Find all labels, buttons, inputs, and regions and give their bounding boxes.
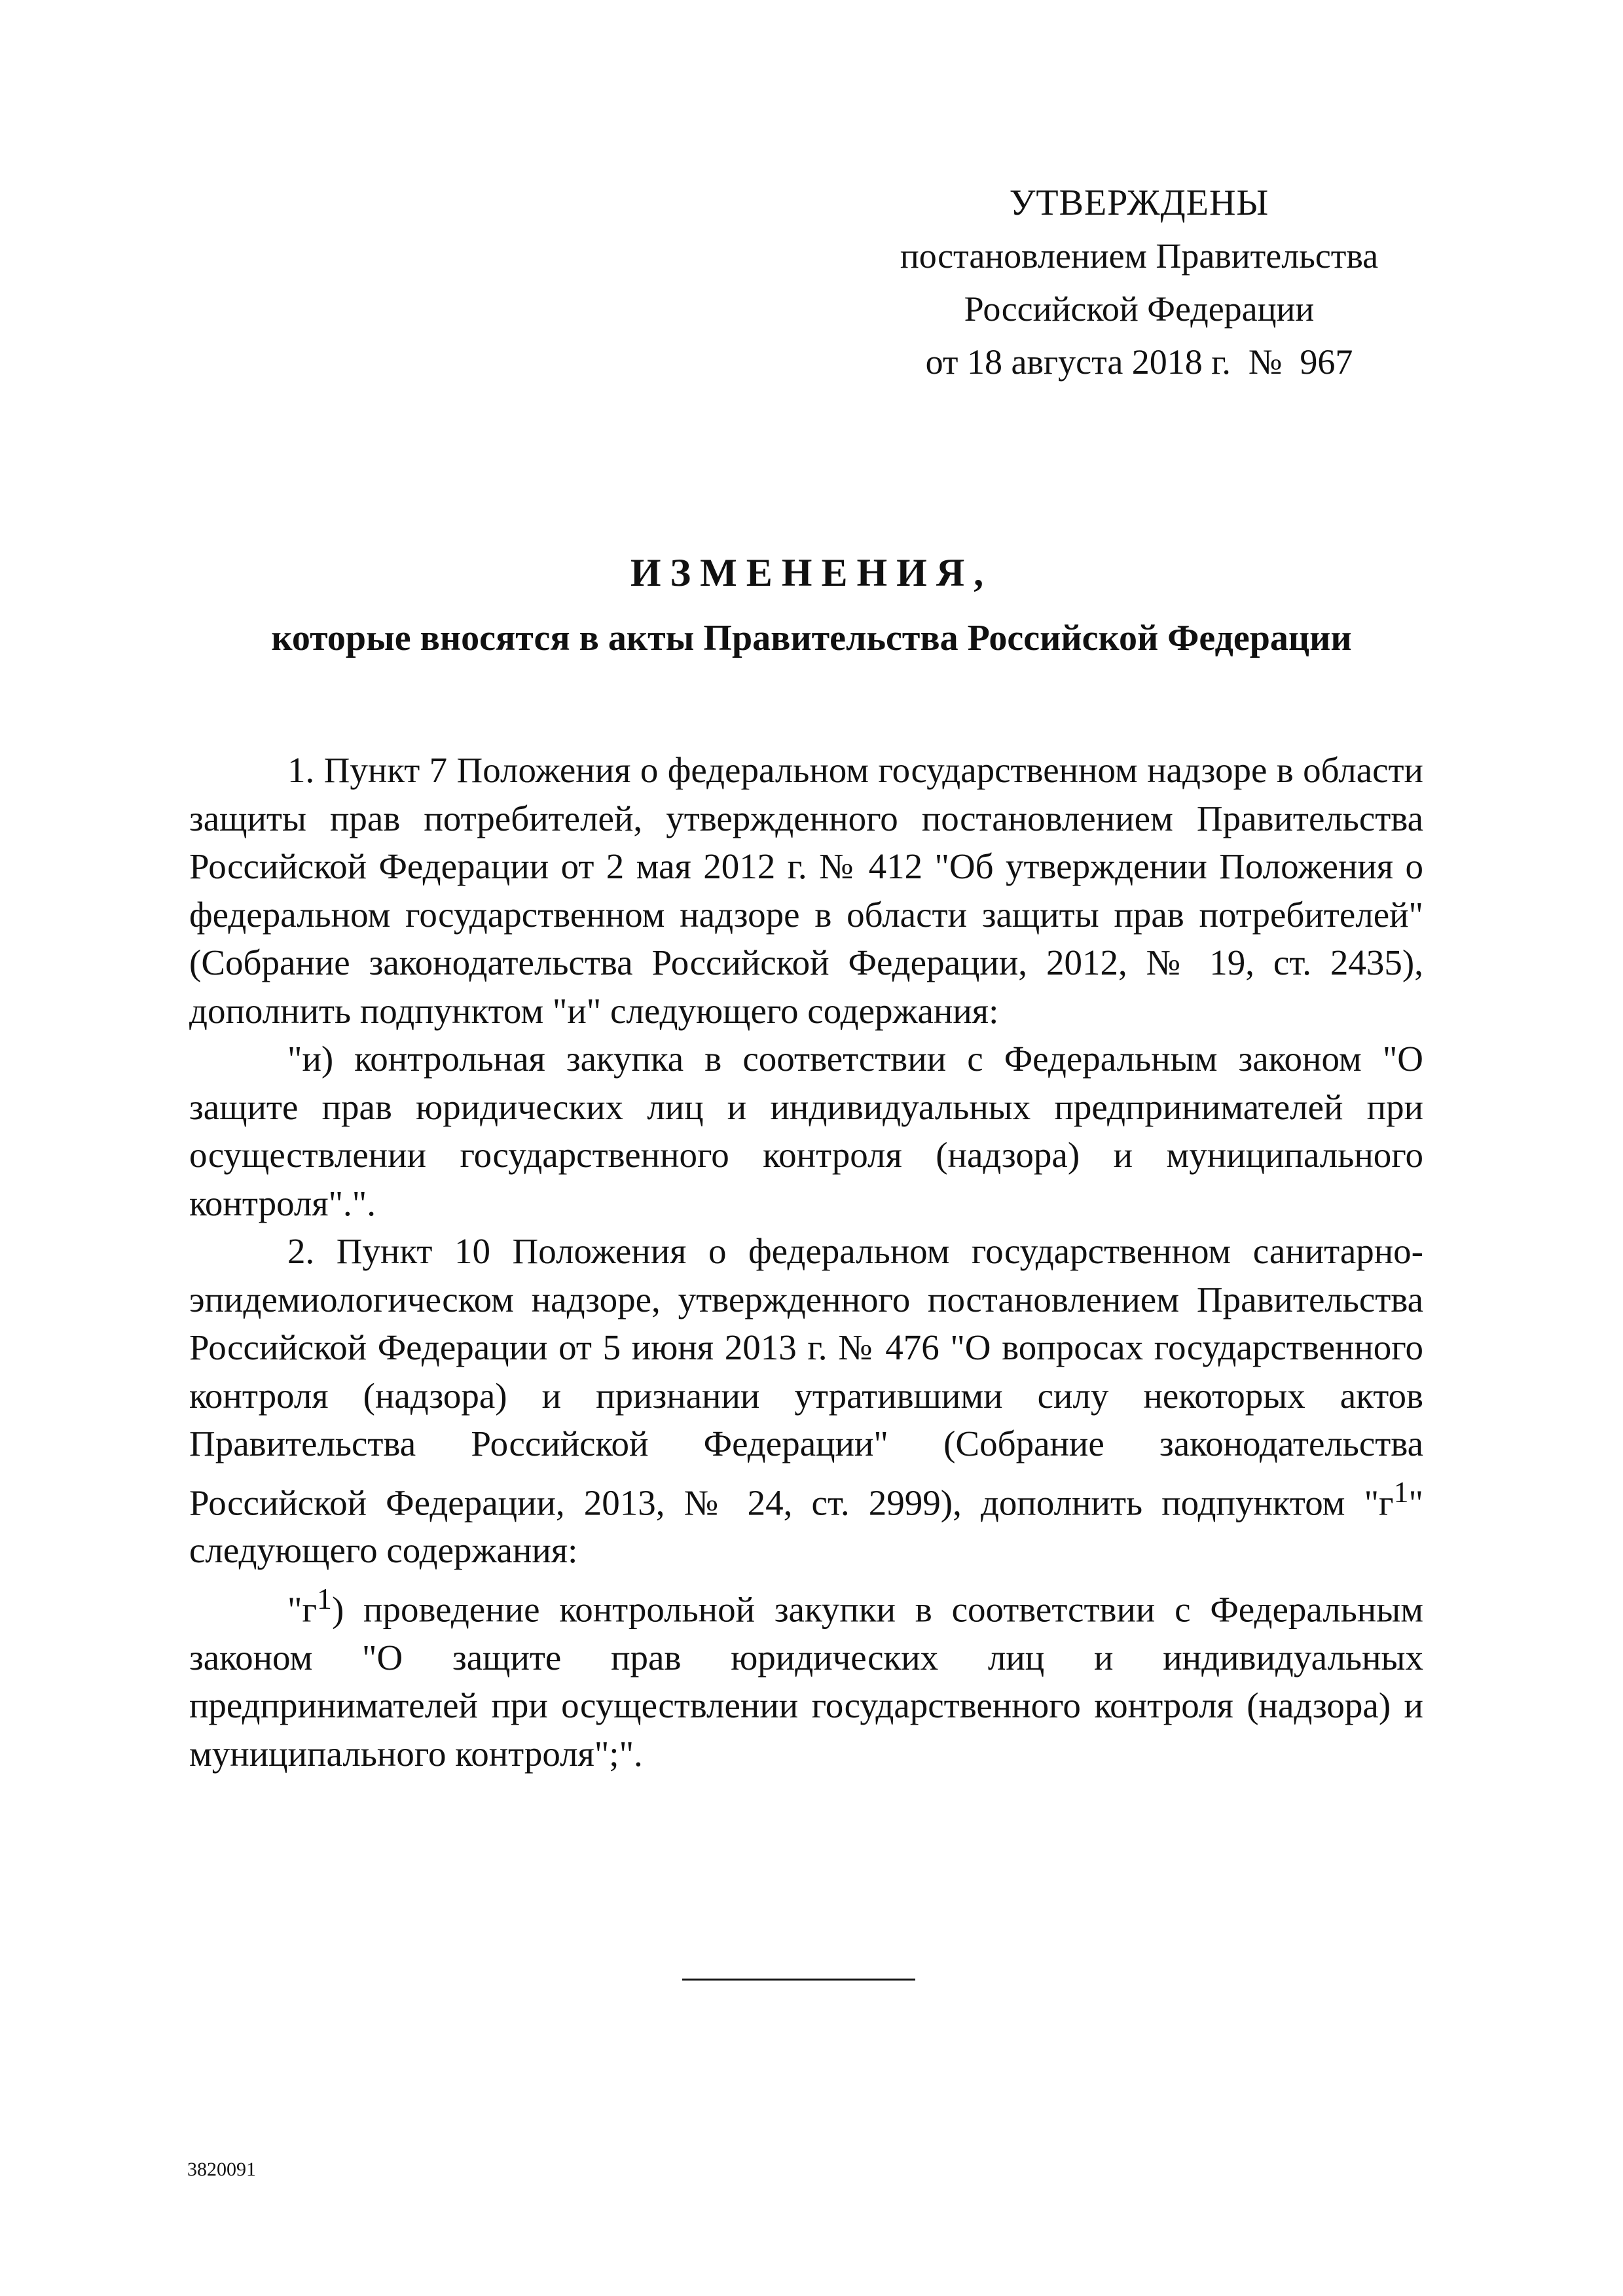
approval-stamp — [871, 177, 1408, 389]
approved-heading: УТВЕРЖДЕНЫ — [1009, 183, 1269, 223]
paragraph-2: "и) контрольная закупка в соответствии с Федеральным законом "О защите прав юридических лиц и индивидуальных предпринимателей при осуществлении государственного контроля (надзора) и муниципального контроля".". — [189, 1039, 1423, 1223]
paragraph-4-superscript: 1 — [317, 1581, 332, 1615]
paragraph-3-superscript: 1 — [1393, 1475, 1409, 1509]
paragraph-4 — [189, 1575, 1423, 1778]
paragraph-3-text-end: " следующего содержания: — [189, 1482, 1423, 1571]
paragraph-3 — [189, 1227, 1423, 1575]
document-body — [189, 746, 1423, 1778]
approval-line-country: Российской Федерации — [964, 289, 1315, 329]
document-title-block — [0, 543, 1623, 668]
approval-line-resolution: постановлением Правительства — [900, 236, 1379, 276]
document-title: ИЗМЕНЕНИЯ, — [630, 551, 993, 594]
paragraph-1: 1. Пункт 7 Положения о федеральном государственном надзоре в области защиты прав потребителей, утвержденного постановлением Правительства Российской Федерации от 2 мая 2012 г. № 412 "Об утверждении Положения о федеральном государственном надзоре в области защиты прав потребителей" (Собрание законодательства Российской Федерации, 2012, № 19, ст. 2435), дополнить подпунктом "и" следующего содержания: — [189, 750, 1423, 1031]
paragraph-4-text-end: ) проведение контрольной закупки в соответствии с Федеральным законом "О защите прав юридических лиц и индивидуальных предпринимателей при осуществлении государственного контроля (надзора) и муниципального контроля";". — [189, 1589, 1423, 1774]
document-subtitle: которые вносятся в акты Правительства Российской Федерации — [271, 618, 1352, 658]
paragraph-4-text: "г — [287, 1589, 318, 1630]
paragraph-3-text: 2. Пункт 10 Положения о федеральном государственном санитарно-эпидемиологическом надзоре, утвержденного постановлением Правительства Российской Федерации от 5 июня 2013 г. № 476 "О вопросах государственного контроля (надзора) и признании утратившими силу некоторых актов Правительства Российской Федерации" (Собрание законодательства Российской Федерации, 2013, № 24, ст. 2999), дополнить подпунктом "г — [189, 1231, 1423, 1522]
document-code: 3820091 — [187, 2159, 256, 2180]
approval-line-date-number: от 18 августа 2018 г. № 967 — [925, 342, 1353, 382]
end-separator-line — [682, 1979, 915, 1981]
